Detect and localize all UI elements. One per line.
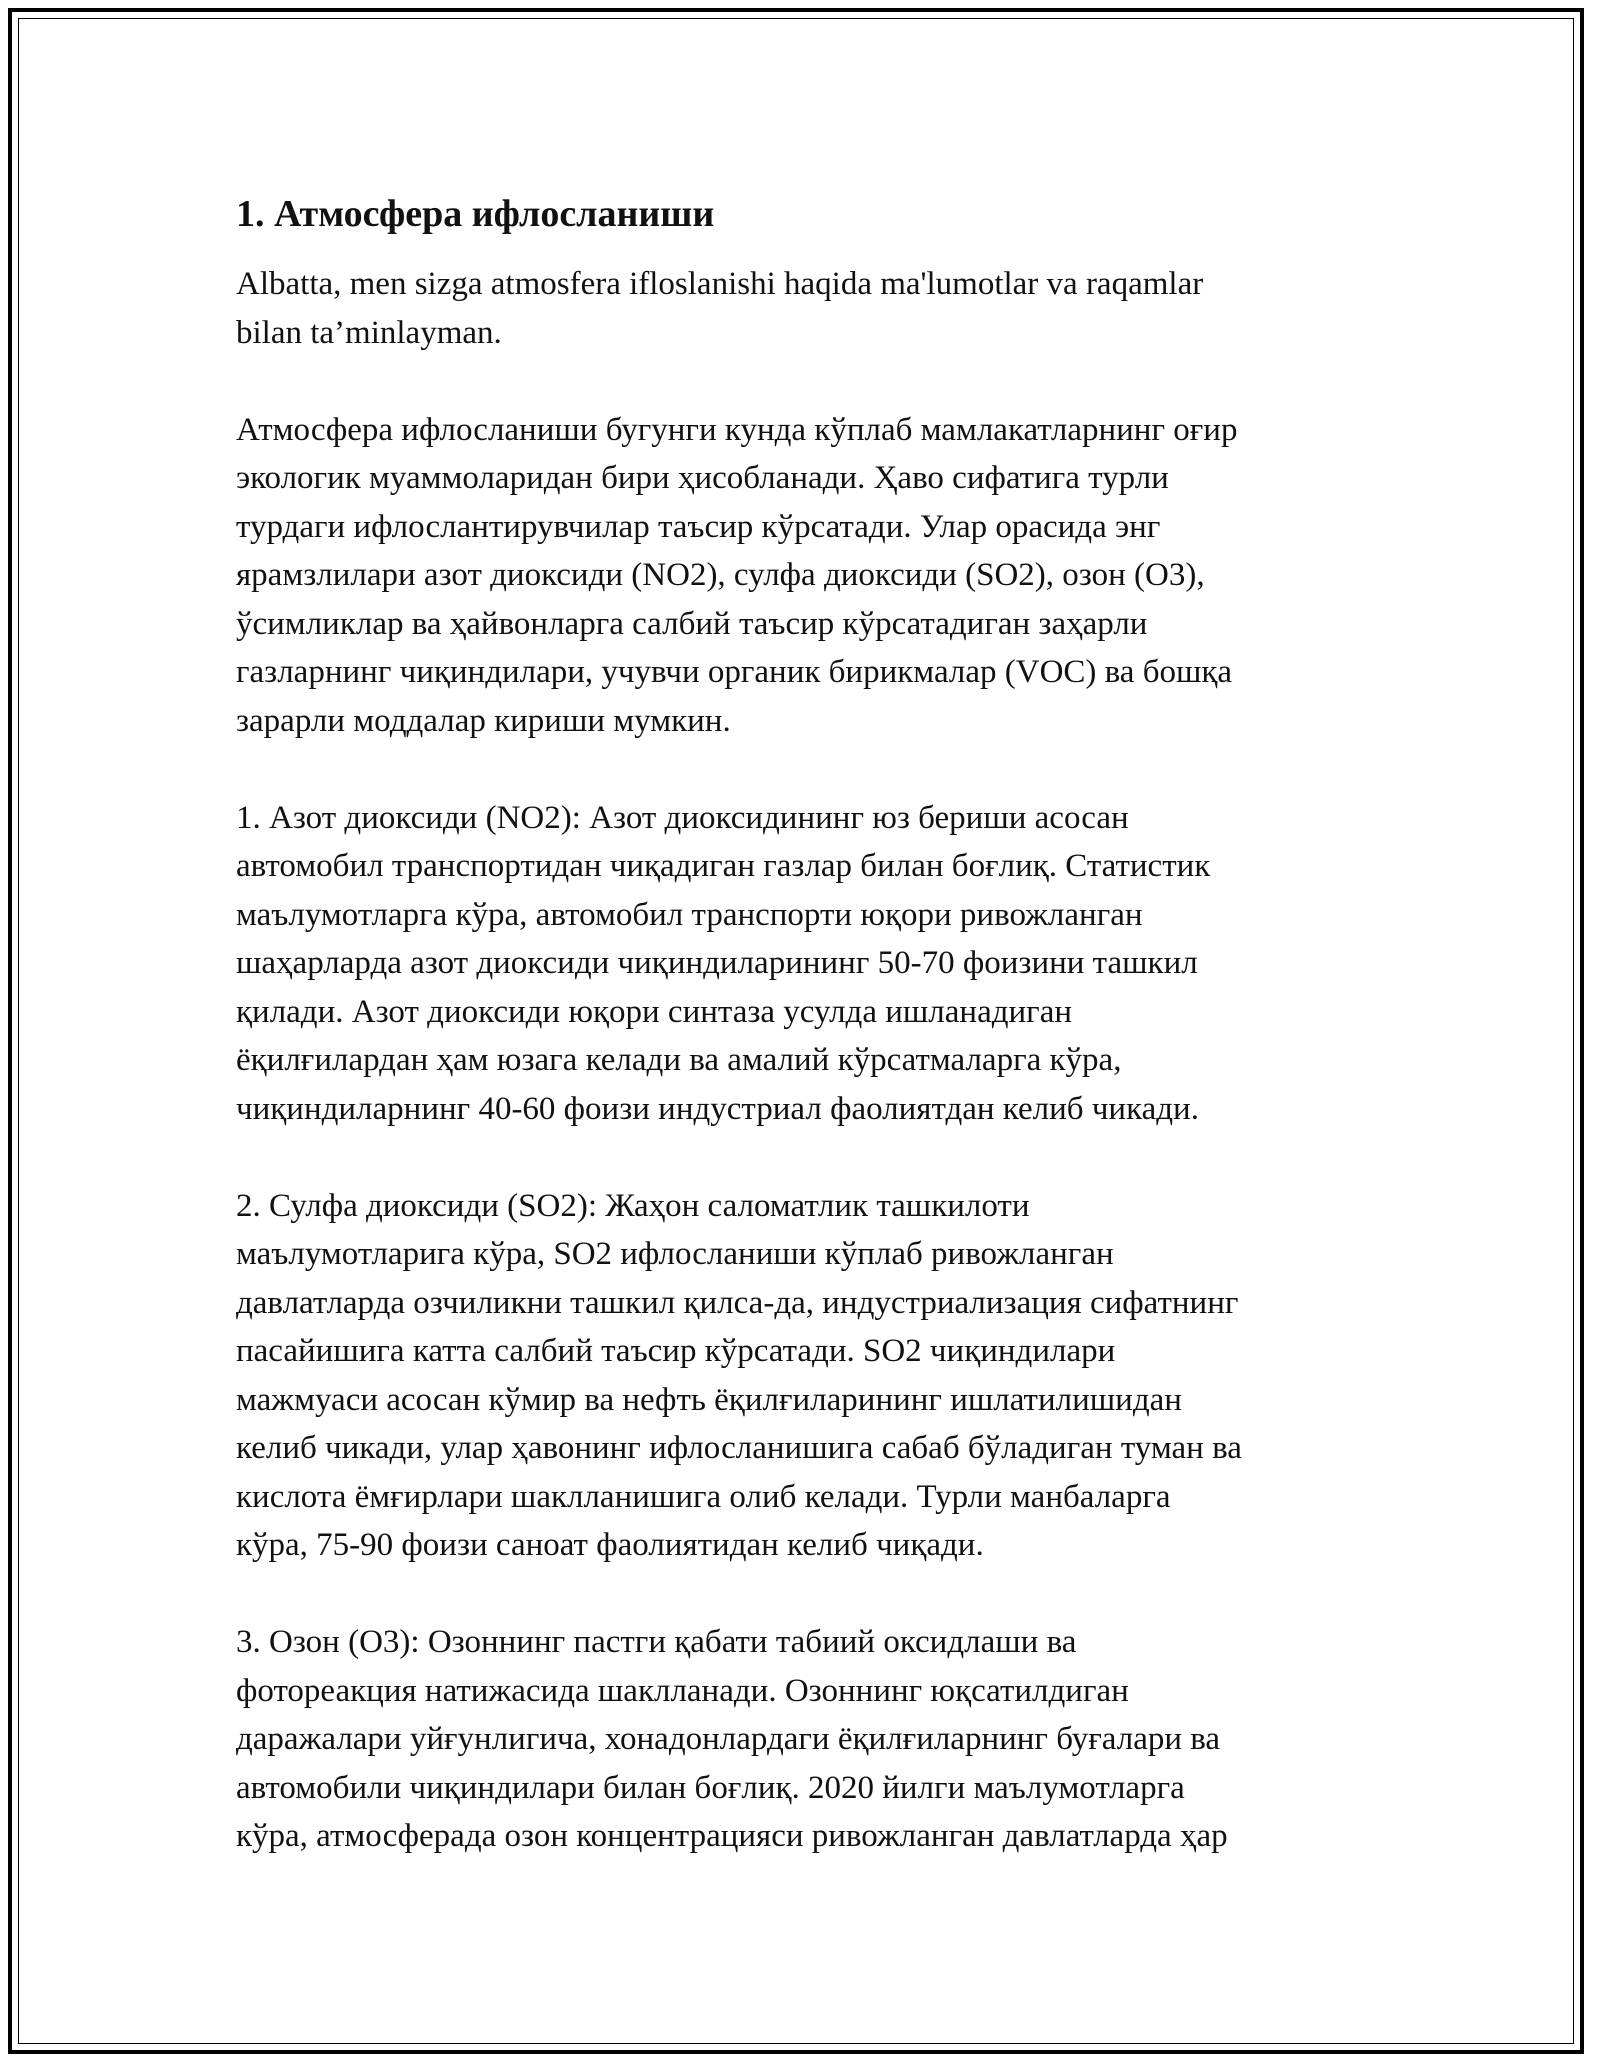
text-line: газларнинг чиқиндилари, учувчи органик бирикмалар (VOC) ва бошқа: [236, 654, 1233, 690]
text-line: кўра, 75-90 фоизи саноат фаолиятидан келиб чиқади.: [236, 1527, 984, 1563]
text-line: фотореакция натижасида шаклланади. Озоннинг юқсатилдиган: [236, 1672, 1129, 1709]
text-line: чиқиндиларнинг 40-60 фоизи индустриал фаолиятдан келиб чикади.: [236, 1090, 1199, 1127]
text-line: bilan ta’minlayman.: [236, 314, 502, 351]
text-line: ярамзлилари азот диоксиди (NO2), сулфа диоксиди (SO2), озон (O3),: [236, 557, 1205, 593]
text-line: ўсимликлар ва ҳайвонларга салбий таъсир кўрсатадиган заҳарли: [236, 605, 1148, 642]
text-line: шаҳарларда азот диоксиди чиқиндиларининг 50-70 фоизини ташкил: [236, 945, 1198, 981]
text-line: пасайишига катта салбий таъсир кўрсатади. SO2 чиқиндилари: [236, 1333, 1116, 1369]
text-line: кислота ёмғирлари шаклланишига олиб келади. Турли манбаларга: [236, 1478, 1171, 1515]
ozone-paragraph: [236, 1618, 1376, 1861]
text-line: маълумотларига кўра, SO2 ифлосланиши кўплаб ривожланган: [236, 1236, 1114, 1272]
text-line: 3. Озон (O3): Озоннинг пастги қабати табиий оксидлаши ва: [236, 1624, 1077, 1660]
text-line: маълумотларга кўра, автомобил транспорти юқори ривожланган: [236, 896, 1143, 933]
text-line: автомобили чиқиндилари билан боғлиқ. 2020 йилги маълумотларга: [236, 1769, 1185, 1806]
text-line: автомобил транспортидан чиқадиган газлар билан боғлиқ. Статистик: [236, 848, 1211, 884]
overview-paragraph: [236, 406, 1376, 746]
text-line: 1. Азот диоксиди (NO2): Азот диоксидининг юз бериши асосан: [236, 799, 1129, 836]
text-line: 2. Сулфа диоксиди (SO2): Жаҳон саломатлик ташкилоти: [236, 1187, 1030, 1224]
text-line: мажмуаси асосан кўмир ва нефть ёқилғиларининг ишлатилишидан: [236, 1381, 1182, 1418]
text-line: ёқилғилардан ҳам юзага келади ва амалий кўрсатмаларга кўра,: [236, 1042, 1122, 1078]
text-line: даражалари уйғунлигича, хонадонлардаги ёқилғиларнинг буғалари ва: [236, 1721, 1221, 1757]
text-line: зарарли моддалар кириши мумкин.: [236, 702, 731, 739]
text-line: давлатларда озчиликни ташкил қилса-да, индустриализация сифатнинг: [236, 1284, 1239, 1321]
intro-paragraph: [236, 260, 1376, 357]
text-line: Albatta, men sizga atmosfera ifloslanishi haqida ma'lumotlar va raqamlar: [236, 266, 1204, 302]
text-line: қилади. Азот диоксиди юқори синтаза усулда ишланадиган: [236, 993, 1073, 1030]
text-line: кўра, атмосферада озон концентрацияси ривожланган давлатларда ҳар: [236, 1818, 1228, 1854]
document-body: [236, 188, 1376, 1909]
text-line: экологик муаммоларидан бири ҳисобланади. Ҳаво сифатига турли: [236, 460, 1169, 496]
text-line: турдаги ифлослантирувчилар таъсир кўрсатади. Улар орасида энг: [236, 508, 1161, 545]
nitrogen-dioxide-paragraph: [236, 794, 1376, 1134]
section-heading: 1. Атмосфера ифлосланиши: [236, 193, 715, 235]
sulfur-dioxide-paragraph: [236, 1182, 1376, 1570]
text-line: келиб чикади, улар ҳавонинг ифлосланишига сабаб бўладиган туман ва: [236, 1430, 1242, 1466]
text-line: Атмосфера ифлосланиши бугунги кунда кўплаб мамлакатларнинг оғир: [236, 411, 1238, 448]
